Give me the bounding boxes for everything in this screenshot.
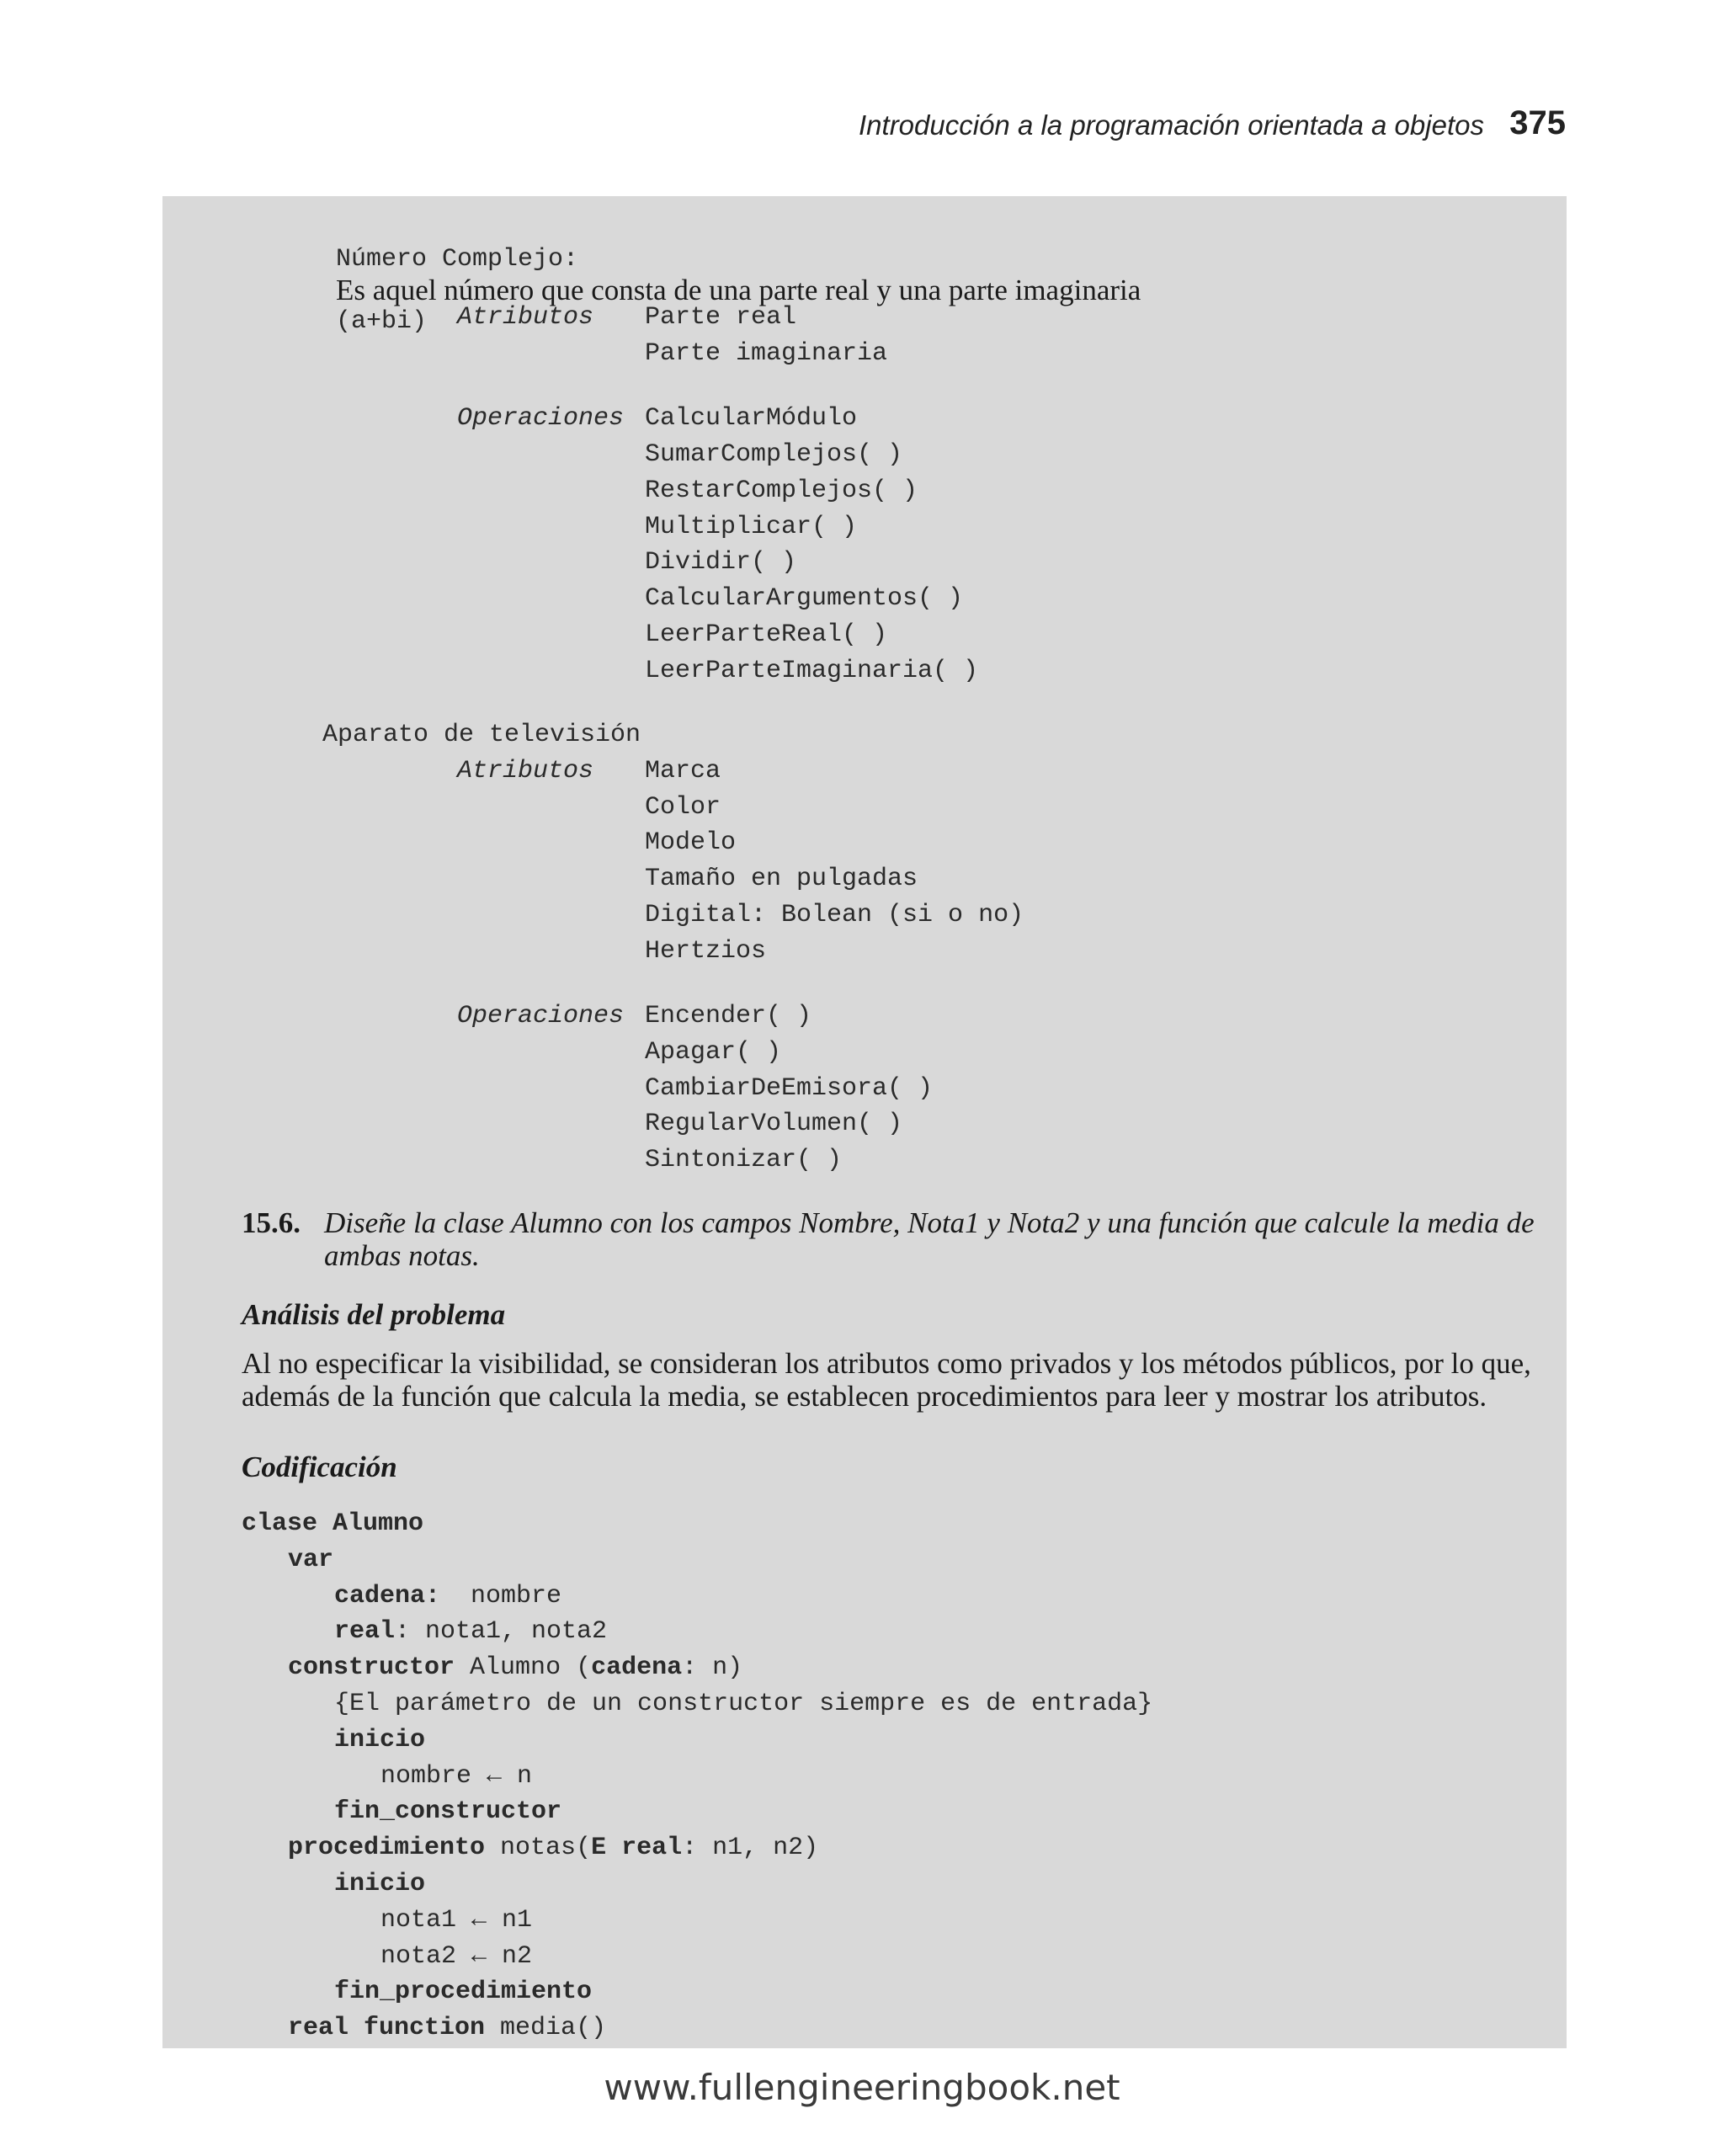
content-panel <box>162 196 1567 2048</box>
code-line-fin-procedimiento: fin_procedimiento <box>334 1978 593 2006</box>
kw-real: real <box>334 1617 396 1646</box>
code-line-procedimiento <box>288 1834 818 1862</box>
code-line-assign-nota1: nota1 ← n1 <box>380 1906 533 1935</box>
tv-operation: Encender( ) <box>645 1002 812 1030</box>
complex-operations-label: Operaciones <box>457 404 625 433</box>
analysis-line1: Al no especificar la visibilidad, se consideran los atributos como privados y los métodos públicos, por lo que, <box>242 1347 1531 1380</box>
complex-attribute: Parte imaginaria <box>645 339 888 368</box>
code-line-assign-nombre: nombre ← n <box>380 1762 533 1791</box>
footer-watermark: www.fullengineeringbook.net <box>604 2067 1120 2108</box>
kw-cadena: cadena: <box>334 1582 441 1610</box>
code-line-real <box>334 1617 607 1646</box>
complex-operation: RestarComplejos( ) <box>645 476 918 505</box>
tv-attribute: Hertzios <box>645 937 767 966</box>
ctor-param-kw: cadena <box>591 1653 683 1682</box>
class-name: Alumno <box>333 1509 424 1538</box>
complex-notation: (a+bi) <box>336 307 428 336</box>
complex-attribute: Parte real <box>645 303 797 332</box>
tv-attribute: Color <box>645 793 721 822</box>
proc-sig-b: : n1, n2) <box>682 1834 819 1862</box>
code-line-function <box>288 2014 606 2042</box>
tv-operation: Apagar( ) <box>645 1038 782 1067</box>
exercise-statement-line1: Diseñe la clase Alumno con los campos Nombre, Nota1 y Nota2 y una función que calcule la media de <box>324 1206 1535 1239</box>
kw-constructor: constructor <box>288 1653 455 1682</box>
complex-operation: CalcularMódulo <box>645 404 858 433</box>
tv-attribute: Tamaño en pulgadas <box>645 865 918 893</box>
field-nombre: nombre <box>440 1582 562 1610</box>
tv-operation: CambiarDeEmisora( ) <box>645 1074 934 1103</box>
ctor-sig-a: Alumno ( <box>455 1653 592 1682</box>
code-line-constructor <box>288 1653 742 1682</box>
fields-notas: : nota1, nota2 <box>395 1617 608 1646</box>
tv-operations-label: Operaciones <box>457 1002 625 1030</box>
kw-real-function: real function <box>288 2014 486 2042</box>
proc-kw-e: E <box>591 1834 607 1862</box>
complex-operation: SumarComplejos( ) <box>645 440 903 469</box>
exercise-statement-line2: ambas notas. <box>324 1239 480 1272</box>
exercise-number: 15.6. <box>242 1206 301 1239</box>
code-line-class <box>242 1509 423 1538</box>
page-number: 375 <box>1509 104 1566 141</box>
analysis-line2: además de la función que calcula la media, se establecen procedimientos para leer y mostrar los atributos. <box>242 1380 1487 1413</box>
code-line-inicio2: inicio <box>334 1870 426 1898</box>
complex-definition-text: Es aquel número que consta de una parte real y una parte imaginaria <box>336 274 1141 306</box>
complex-operation: Multiplicar( ) <box>645 513 858 541</box>
tv-title: Aparato de televisión <box>322 721 641 749</box>
code-line-comment: {El parámetro de un constructor siempre es de entrada} <box>334 1690 1153 1718</box>
tv-attributes-label: Atributos <box>457 757 594 785</box>
kw-procedimiento: procedimiento <box>288 1834 486 1862</box>
code-line-fin-constructor: fin_constructor <box>334 1797 562 1826</box>
complex-operation: LeerParteReal( ) <box>645 620 888 649</box>
complex-term: Número Complejo: <box>336 245 579 274</box>
complex-definition <box>322 230 1141 351</box>
running-title: Introducción a la programación orientada a objetos <box>859 109 1484 141</box>
code-line-cadena <box>334 1582 561 1610</box>
complex-attributes-label: Atributos <box>457 303 594 332</box>
code-line-inicio: inicio <box>334 1726 426 1754</box>
complex-operation: LeerParteImaginaria( ) <box>645 657 979 685</box>
tv-operation: RegularVolumen( ) <box>645 1110 903 1138</box>
complex-operation: CalcularArgumentos( ) <box>645 584 964 613</box>
tv-operation: Sintonizar( ) <box>645 1146 843 1174</box>
analysis-heading: Análisis del problema <box>242 1298 506 1331</box>
tv-attribute: Marca <box>645 757 721 785</box>
code-line-var: var <box>288 1546 334 1574</box>
ctor-sig-b: : n) <box>682 1653 743 1682</box>
coding-heading: Codificación <box>242 1451 397 1483</box>
proc-kw-real: real <box>621 1834 683 1862</box>
code-line-assign-nota2: nota2 ← n2 <box>380 1942 533 1971</box>
tv-attribute: Modelo <box>645 828 737 857</box>
func-sig: media() <box>485 2014 607 2042</box>
proc-sig-a: notas( <box>485 1834 592 1862</box>
kw-clase: clase <box>242 1509 318 1538</box>
complex-operation: Dividir( ) <box>645 548 797 577</box>
tv-attribute: Digital: Bolean (si o no) <box>645 901 1024 929</box>
